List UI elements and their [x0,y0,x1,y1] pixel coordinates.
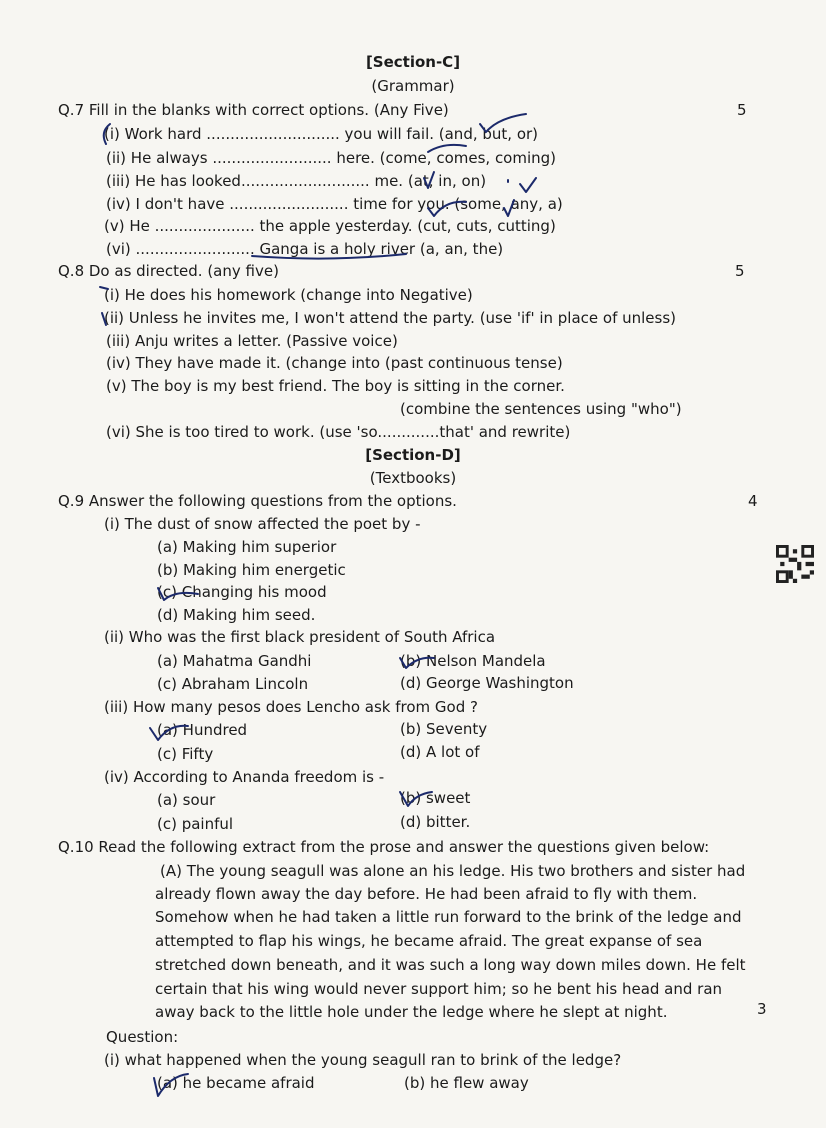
q10-passage-line-6: certain that his wing would never support him; so he bent his head and ran [155,980,723,998]
q9-sub4-question: (iv) According to Ananda freedom is - [104,768,385,786]
q8-item-5-instruction: (combine the sentences using "who") [400,400,682,418]
q9-sub4-option-b: (b) sweet [400,789,471,807]
q9-sub3-option-c: (c) Fifty [157,745,214,763]
q9-heading: Q.9 Answer the following questions from the options. [58,492,457,510]
tick-mark-icon [422,170,436,190]
q9-sub1-option-b: (b) Making him energetic [157,561,346,579]
section-c-subtitle: (Grammar) [371,77,455,95]
pen-mark-icon [98,122,118,146]
q10-sub1-option-a: (a) he became afraid [157,1074,315,1092]
q9-marks: 4 [748,492,758,510]
q10-passage-line-3: Somehow when he had taken a little run forward to the brink of the ledge and [155,908,742,926]
q9-sub4-option-a: (a) sour [157,791,216,809]
q10-passage-line-2: already flown away the day before. He had been afraid to fly with them. [155,885,698,903]
q10-sub1-question: (i) what happened when the young seagull ran to brink of the ledge? [104,1051,622,1069]
q7-item-5: (v) He ..................... the apple yesterday. (cut, cuts, cutting) [104,217,556,235]
section-d-subtitle: (Textbooks) [369,469,457,487]
q9-sub3-option-a: (a) Hundred [157,721,248,739]
qr-code-icon [776,545,814,583]
tick-mark-icon [478,112,530,136]
tick-mark-icon [424,140,470,154]
section-c-title: [Section-C] [365,53,461,71]
tick-mark-icon [148,718,190,742]
q7-item-6: (vi) ......................... Ganga is a holy river (a, an, the) [106,240,504,258]
tick-mark-icon [398,650,438,672]
tick-mark-icon [398,786,434,810]
q9-sub1-question: (i) The dust of snow affected the poet by - [104,515,421,533]
q9-sub2-option-d: (d) George Washington [400,674,574,692]
q7-item-4: (iv) I don't have ......................... time for you. (some, any, a) [106,195,563,213]
q9-sub4-option-d: (d) bitter. [400,813,471,831]
underline-mark-icon [250,252,410,262]
q10-sub1-option-b: (b) he flew away [404,1074,529,1092]
q9-sub2-option-b: (b) Nelson Mandela [400,652,546,670]
tick-mark-icon [156,582,200,604]
tick-mark-icon [506,176,538,196]
q8-item-3: (iii) Anju writes a letter. (Passive voice) [106,332,398,350]
q9-sub2-option-a: (a) Mahatma Gandhi [157,652,312,670]
q10-passage-line-5: stretched down beneath, and it was such a long way down miles down. He felt [155,956,746,974]
q8-item-2: (ii) Unless he invites me, I won't attend the party. (use 'if' in place of unless) [104,309,677,327]
q9-sub4-option-c: (c) painful [157,815,234,833]
q9-sub3-question: (iii) How many pesos does Lencho ask from God ? [104,698,478,716]
q10-passage-line-4: attempted to flap his wings, he became afraid. The great expanse of sea [155,932,703,950]
q10-question-label: Question: [106,1028,179,1046]
pen-mark-icon [96,283,112,329]
q8-heading: Q.8 Do as directed. (any five) [58,262,279,280]
q7-heading: Q.7 Fill in the blanks with correct options. (Any Five) [58,101,449,119]
tick-mark-icon [426,196,546,218]
q10-passage-line-7: away back to the little hole under the ledge where he slept at night. [155,1003,668,1021]
q8-item-1: (i) He does his homework (change into Negative) [104,286,473,304]
q9-sub1-option-a: (a) Making him superior [157,538,337,556]
q10-passage-line-1: (A) The young seagull was alone an his ledge. His two brothers and sister had [160,862,746,880]
q7-item-2: (ii) He always ......................... here. (come, comes, coming) [106,149,557,167]
q9-sub3-option-b: (b) Seventy [400,720,488,738]
q9-sub1-option-c: (c) Changing his mood [157,583,327,601]
q7-item-3: (iii) He has looked........................... me. (at, in, on) [106,172,487,190]
q9-sub2-option-c: (c) Abraham Lincoln [157,675,309,693]
q7-item-1: (i) Work hard ............................ you will fail. (and, but, or) [104,125,539,143]
q8-marks: 5 [735,262,745,280]
q7-marks: 5 [737,101,747,119]
q8-item-4: (iv) They have made it. (change into (past continuous tense) [106,354,563,372]
q10-heading: Q.10 Read the following extract from the prose and answer the questions given below: [58,838,710,856]
q9-sub2-question: (ii) Who was the first black president of South Africa [104,628,496,646]
q8-item-5: (v) The boy is my best friend. The boy is sitting in the corner. [106,377,565,395]
q9-sub3-option-d: (d) A lot of [400,743,480,761]
q8-item-6: (vi) She is too tired to work. (use 'so.............that' and rewrite) [106,423,571,441]
section-d-title: [Section-D] [365,446,461,464]
tick-mark-icon [150,1070,190,1098]
q9-sub1-option-d: (d) Making him seed. [157,606,316,624]
q10-marks: 3 [757,1000,767,1018]
